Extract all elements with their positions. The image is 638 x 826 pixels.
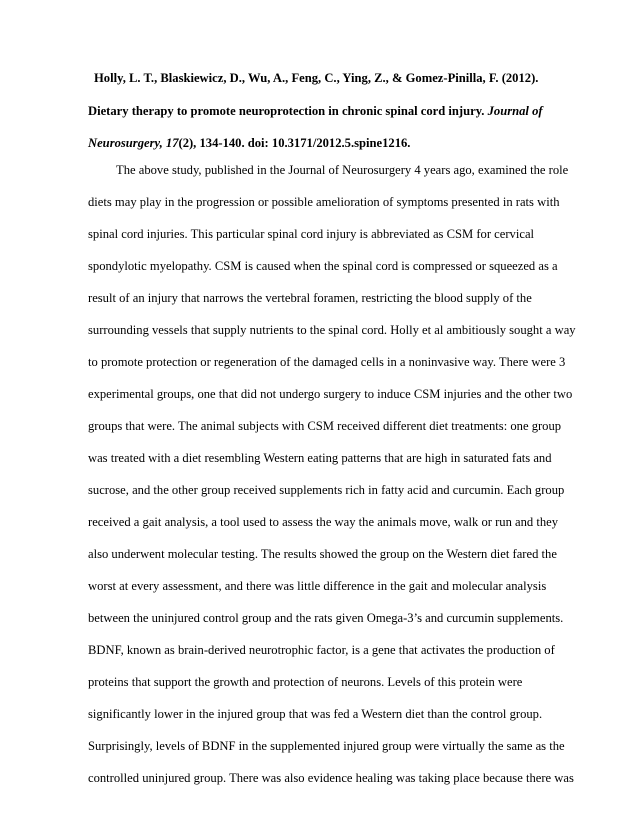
citation-authors-year: Holly, L. T., Blaskiewicz, D., Wu, A., Feng, C., Ying, Z., & Gomez-Pinilla, F. (2012). (94, 71, 539, 85)
body-line: experimental groups, one that did not undergo surgery to induce CSM injuries and the other two (88, 387, 573, 401)
body-line: also underwent molecular testing. The results showed the group on the Western diet fared the (88, 547, 557, 561)
citation-issue-pages-doi: (2), 134-140. doi: 10.3171/2012.5.spine1216. (178, 136, 411, 150)
body-line: BDNF, known as brain-derived neurotrophic factor, is a gene that activates the production of (88, 643, 555, 657)
body-line: spinal cord injuries. This particular spinal cord injury is abbreviated as CSM for cervical (88, 227, 535, 241)
citation-line-1 (94, 70, 538, 86)
body-line: received a gait analysis, a tool used to assess the way the animals move, walk or run and they (88, 515, 559, 529)
body-line: surrounding vessels that supply nutrients to the spinal cord. Holly et al ambitiously sought a way (88, 323, 576, 337)
body-line: groups that were. The animal subjects with CSM received different diet treatments: one group (88, 419, 562, 433)
citation-line-2 (88, 103, 543, 119)
body-line: diets may play in the progression or possible amelioration of symptoms presented in rats with (88, 195, 560, 209)
body-line: spondylotic myelopathy. CSM is caused when the spinal cord is compressed or squeezed as a (88, 259, 558, 273)
body-line: The above study, published in the Journal of Neurosurgery 4 years ago, examined the role (116, 163, 569, 177)
body-line: between the uninjured control group and the rats given Omega-3’s and curcumin supplements. (88, 611, 564, 625)
citation-line-3 (88, 135, 410, 151)
body-line: was treated with a diet resembling Western eating patterns that are high in saturated fats and (88, 451, 552, 465)
citation-journal-part2: Neurosurgery, 17 (88, 136, 179, 150)
body-line: proteins that support the growth and protection of neurons. Levels of this protein were (88, 675, 523, 689)
body-line: sucrose, and the other group received supplements rich in fatty acid and curcumin. Each group (88, 483, 565, 497)
body-line: controlled uninjured group. There was also evidence healing was taking place because there was (88, 771, 574, 785)
body-line: result of an injury that narrows the vertebral foramen, restricting the blood supply of the (88, 291, 532, 305)
body-line: worst at every assessment, and there was little difference in the gait and molecular analysis (88, 579, 547, 593)
citation-title: Dietary therapy to promote neuroprotection in chronic spinal cord injury. (88, 104, 485, 118)
body-line: significantly lower in the injured group that was fed a Western diet than the control group. (88, 707, 543, 721)
body-line: to promote protection or regeneration of the damaged cells in a noninvasive way. There were 3 (88, 355, 566, 369)
body-line: Surprisingly, levels of BDNF in the supplemented injured group were virtually the same as the (88, 739, 565, 753)
citation-journal-part1: Journal of (487, 104, 543, 118)
